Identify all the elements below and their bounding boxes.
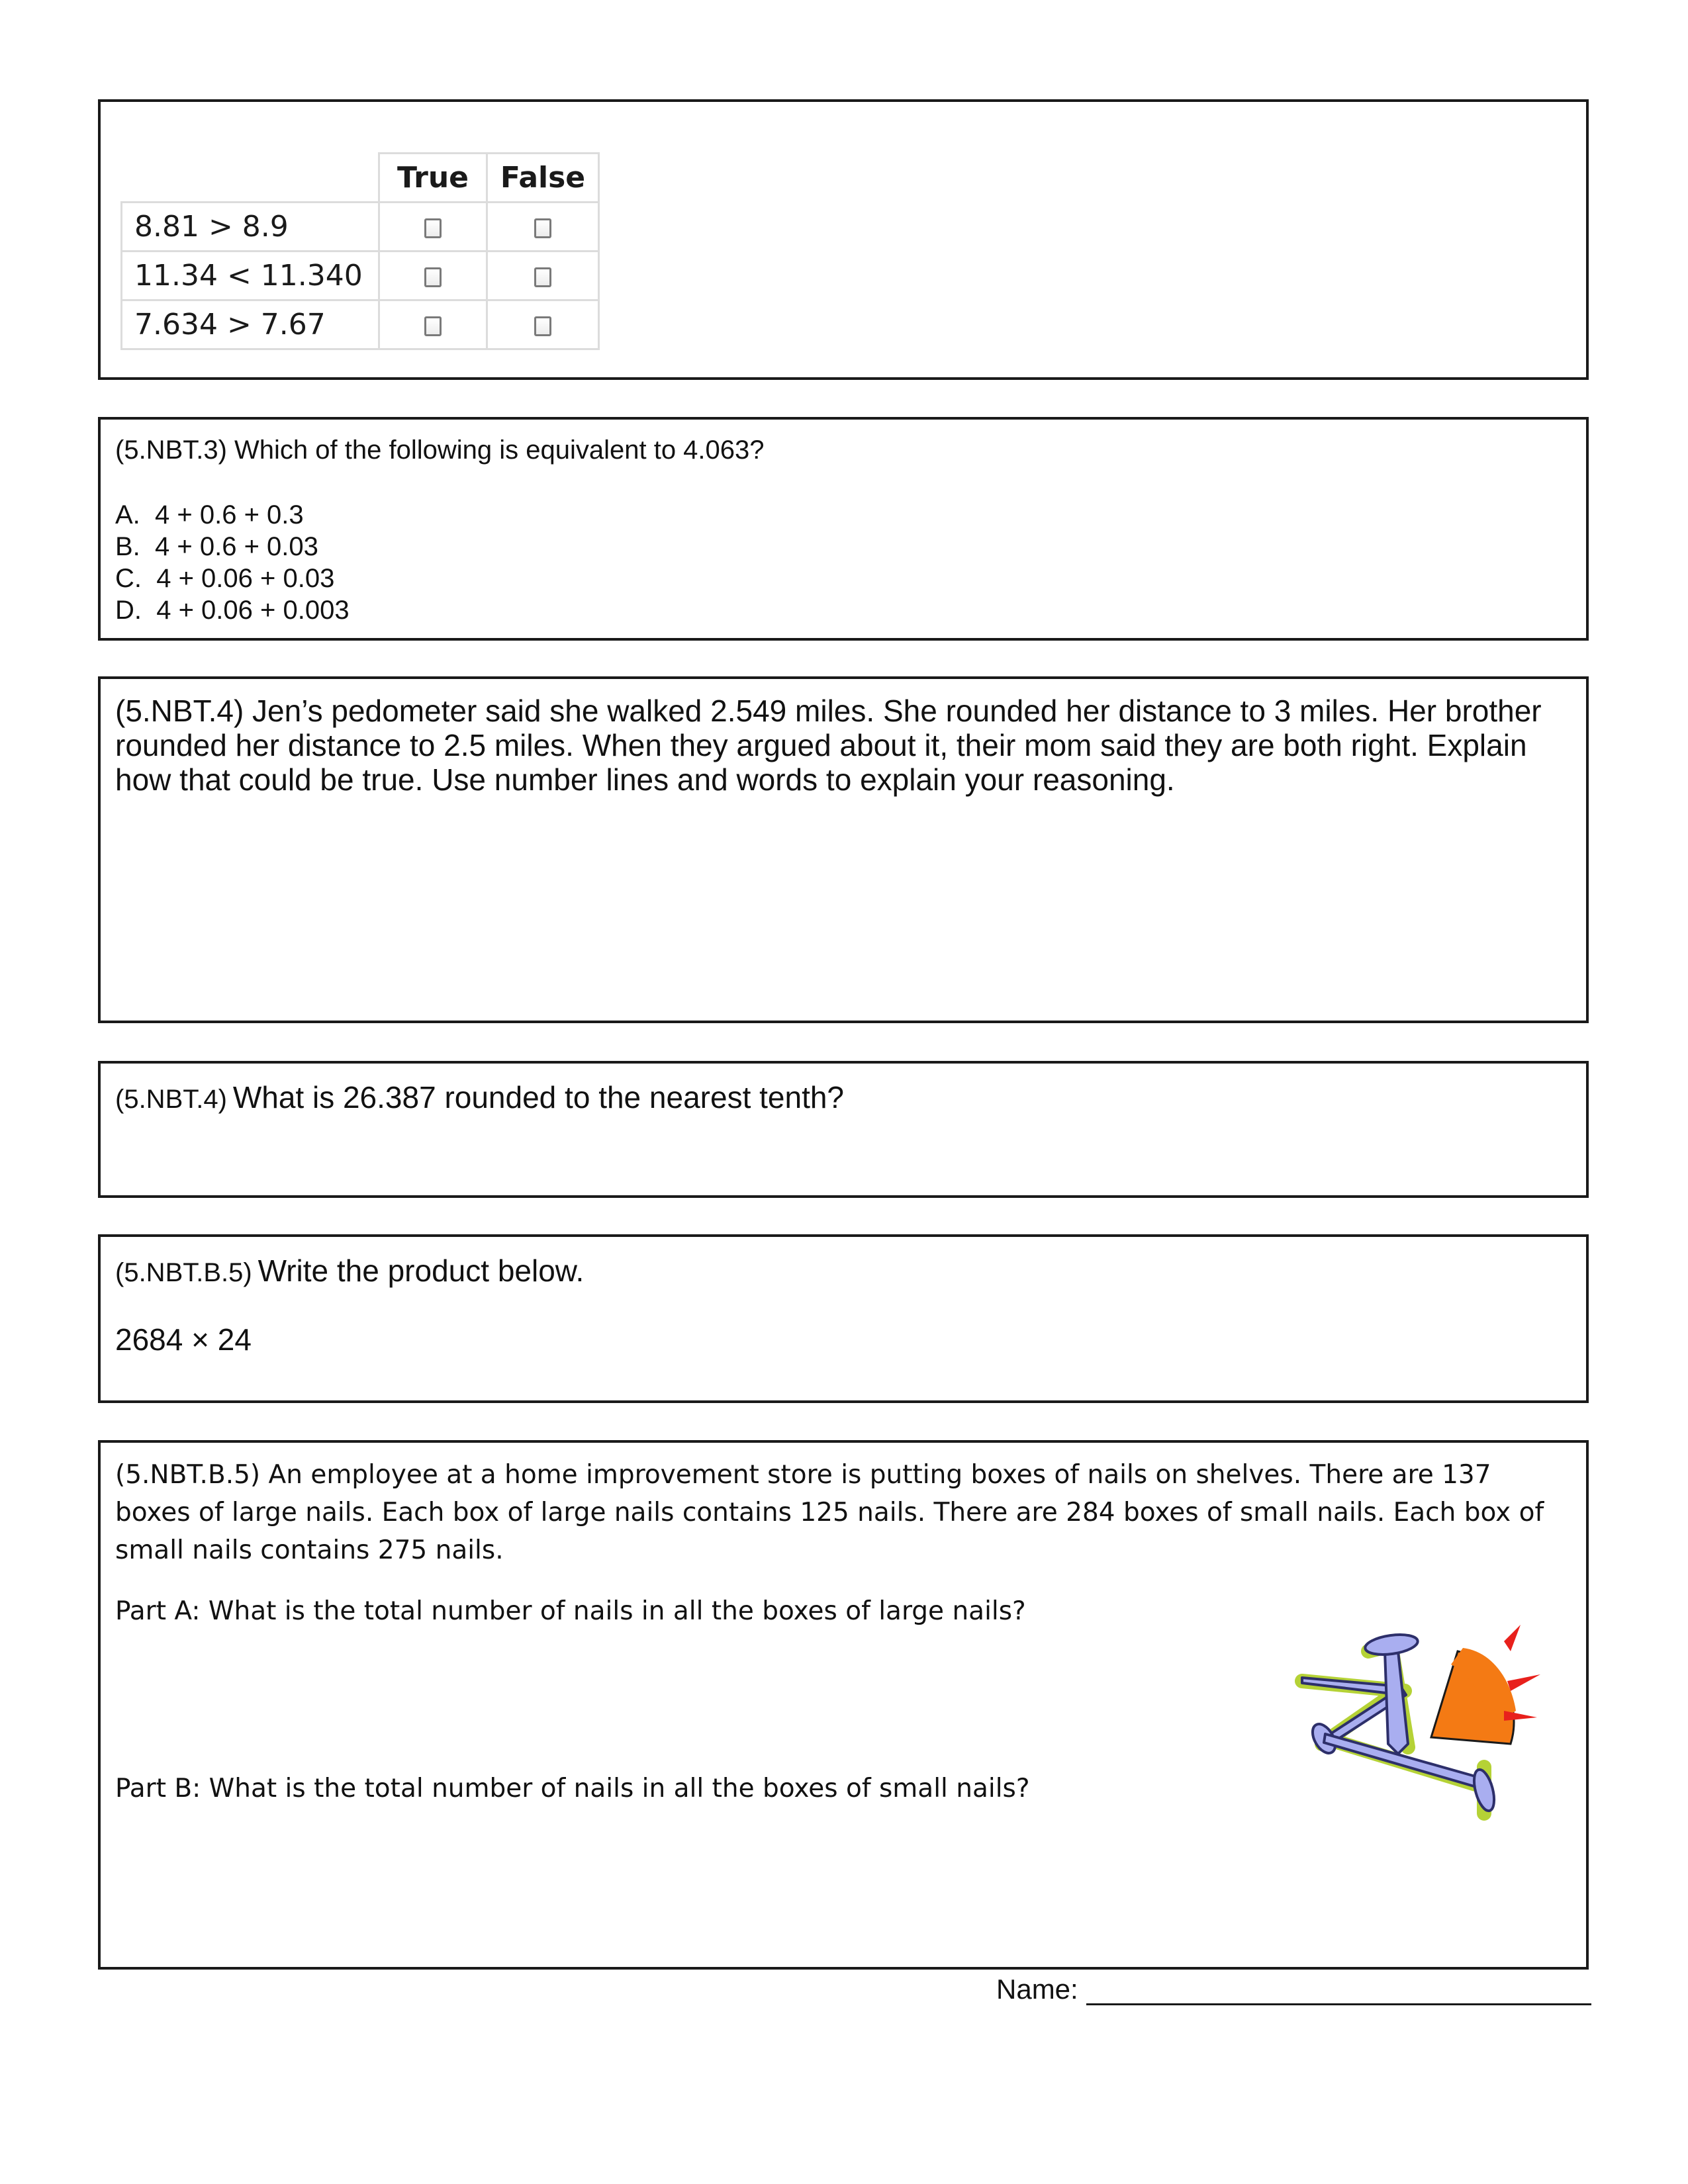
nail-head xyxy=(1470,1768,1498,1813)
table-row xyxy=(122,300,599,349)
question-true-false xyxy=(98,99,1589,380)
spark xyxy=(1507,1674,1540,1691)
standard-code: (5.NBT.4) xyxy=(115,1085,227,1114)
part-a-prompt: Part A: What is the total number of nails in all the boxes of large nails? xyxy=(115,1596,1026,1626)
answer-option-d: D. 4 + 0.06 + 0.003 xyxy=(115,596,350,625)
true-checkbox-cell xyxy=(379,251,487,300)
true-checkbox-cell xyxy=(379,203,487,251)
false-checkbox-cell xyxy=(487,251,599,300)
question-prompt: What is 26.387 rounded to the nearest tenth? xyxy=(232,1080,845,1115)
standard-code: (5.NBT.B.5) xyxy=(115,1258,252,1287)
question-line xyxy=(115,1079,844,1115)
part-b-prompt: Part B: What is the total number of nails in all the boxes of small nails? xyxy=(115,1774,1030,1803)
comparison-statement: 11.34 < 11.340 xyxy=(122,251,379,300)
name-label: Name: xyxy=(996,1974,1078,2005)
false-checkbox-cell xyxy=(487,300,599,349)
column-header-true: True xyxy=(379,154,487,203)
answer-option-a: A. 4 + 0.6 + 0.3 xyxy=(115,500,304,529)
spark xyxy=(1504,1625,1521,1651)
table-row xyxy=(122,251,599,300)
table-header-row xyxy=(122,154,599,203)
true-checkbox-cell xyxy=(379,300,487,349)
true-checkbox[interactable] xyxy=(424,218,442,238)
column-header-false: False xyxy=(487,154,599,203)
table-row xyxy=(122,203,599,251)
name-blank-line[interactable] xyxy=(1086,1978,1591,2005)
answer-options xyxy=(115,499,350,626)
question-prompt: (5.NBT.3) Which of the following is equivalent to 4.063? xyxy=(115,435,765,465)
name-field xyxy=(996,1974,1591,2005)
comparison-statement: 8.81 > 8.9 xyxy=(122,203,379,251)
false-checkbox[interactable] xyxy=(534,218,551,238)
question-pedometer-rounding xyxy=(98,676,1589,1023)
false-checkbox-cell xyxy=(487,203,599,251)
answer-option-c: C. 4 + 0.06 + 0.03 xyxy=(115,564,335,593)
nail-head xyxy=(1364,1632,1419,1658)
table-header-blank xyxy=(122,154,379,203)
nail-upright xyxy=(1385,1651,1408,1754)
spark xyxy=(1504,1711,1537,1721)
true-checkbox[interactable] xyxy=(424,267,442,287)
question-prompt: Write the product below. xyxy=(258,1253,585,1288)
question-line xyxy=(115,1253,584,1289)
true-false-table xyxy=(120,152,600,350)
false-checkbox[interactable] xyxy=(534,267,551,287)
false-checkbox[interactable] xyxy=(534,316,551,336)
question-write-product xyxy=(98,1234,1589,1403)
multiplication-expression: 2684 × 24 xyxy=(115,1322,252,1357)
question-nails-word-problem xyxy=(98,1440,1589,1970)
question-prompt: (5.NBT.B.5) An employee at a home improvement store is putting boxes of nails on shelves. There are 137 boxes of large nails. Each box of large nails contains 125 nails. There are 284 boxes of small nails. Each box of small nails contains 275 nails. xyxy=(115,1460,1544,1565)
question-prompt: (5.NBT.4) Jen’s pedometer said she walked 2.549 miles. She rounded her distance to 3 miles. Her brother rounded her distance to 2.5 miles. When they argued about it, their mom said they are both right. Explain how that could be true. Use number lines and words to explain your reasoning. xyxy=(115,694,1542,797)
question-round-nearest-tenth xyxy=(98,1061,1589,1198)
question-equivalent-decimal xyxy=(98,417,1589,641)
true-checkbox[interactable] xyxy=(424,316,442,336)
comparison-statement: 7.634 > 7.67 xyxy=(122,300,379,349)
answer-option-b: B. 4 + 0.6 + 0.03 xyxy=(115,532,318,561)
nails-clipart-icon xyxy=(1292,1612,1550,1837)
